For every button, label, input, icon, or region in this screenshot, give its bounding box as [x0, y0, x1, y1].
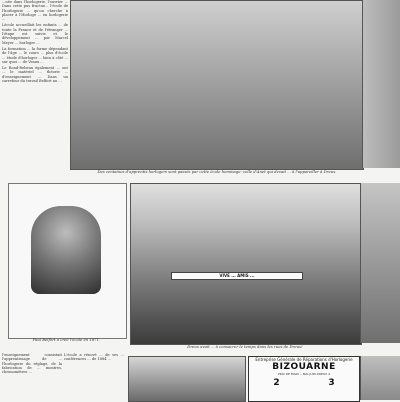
bottom-left-text: l'enseignement consistait l'apprentissage de ... l'horlogerie du réglage, de la fabrication de ... montres, chronomètres ... — [2, 353, 62, 375]
poster-numbers — [249, 378, 359, 388]
street-photo — [130, 183, 362, 345]
advertisement-poster — [248, 356, 360, 402]
poster-name: BIZOUARNE — [272, 362, 336, 372]
right-photo-strip-2 — [360, 183, 400, 343]
left-column-text — [2, 0, 68, 85]
poster-number: 2 — [273, 378, 280, 388]
street-banner: VIVE ... AMIS ... — [171, 272, 303, 280]
bottom-middle-text: L'école a rénové ... de ses ... conférences ... de 1884 ... — [64, 353, 124, 362]
small-photo — [128, 356, 246, 402]
portrait-photo — [31, 206, 101, 294]
paragraph: Lécole accueillait les enfants ... de toute la France et de l'étranger ... l'étape est suivie et le développement ... par Marcel Meyer ... horloger ... — [2, 23, 68, 45]
poster-subtitle: PRIX DE MAIN -- MAI-JUIN DREUX 4 — [277, 372, 331, 376]
portrait-frame — [8, 183, 127, 339]
paragraph: La formation ... la forme dépendant de l'âge ... le cours ... plus d'école ... étude d'horloger ... bien à côté ... sur quoi ... de Veaux ... — [2, 46, 68, 64]
poster-header: Entreprise Générale de Réparations d'Horlogerie — [255, 357, 353, 362]
street-photo-caption: Dreux avait ... à consacrer le temps dans les rues de Dreux! — [187, 344, 303, 349]
paragraph: Le Rond-Rebeux également ... ont ... le matériel ... théorie ... d'enseignement ... Dans un carrefour du travail Belfort au ... — [2, 66, 68, 84]
poster-number: 3 — [328, 378, 335, 388]
workshop-photo — [70, 0, 364, 170]
workshop-photo-caption: Des centaines d'apprentis horlogers sont passés par cette école hommage: celle d'Anet qui devait ... à l'appareiller à Dreux. — [97, 169, 337, 174]
paragraph: ...née dans l'horlogerie, l'ouvrier ... Dans cette pus fructue... l'école de l'horlogerie ... qu'on cherche à placer à l'Horloge ... en horlogerie ... — [2, 0, 68, 22]
right-photo-strip — [362, 0, 400, 168]
portrait-caption: Paul Belfort a créé l'école en 1871. — [32, 337, 101, 342]
right-photo-strip-3 — [360, 356, 400, 400]
